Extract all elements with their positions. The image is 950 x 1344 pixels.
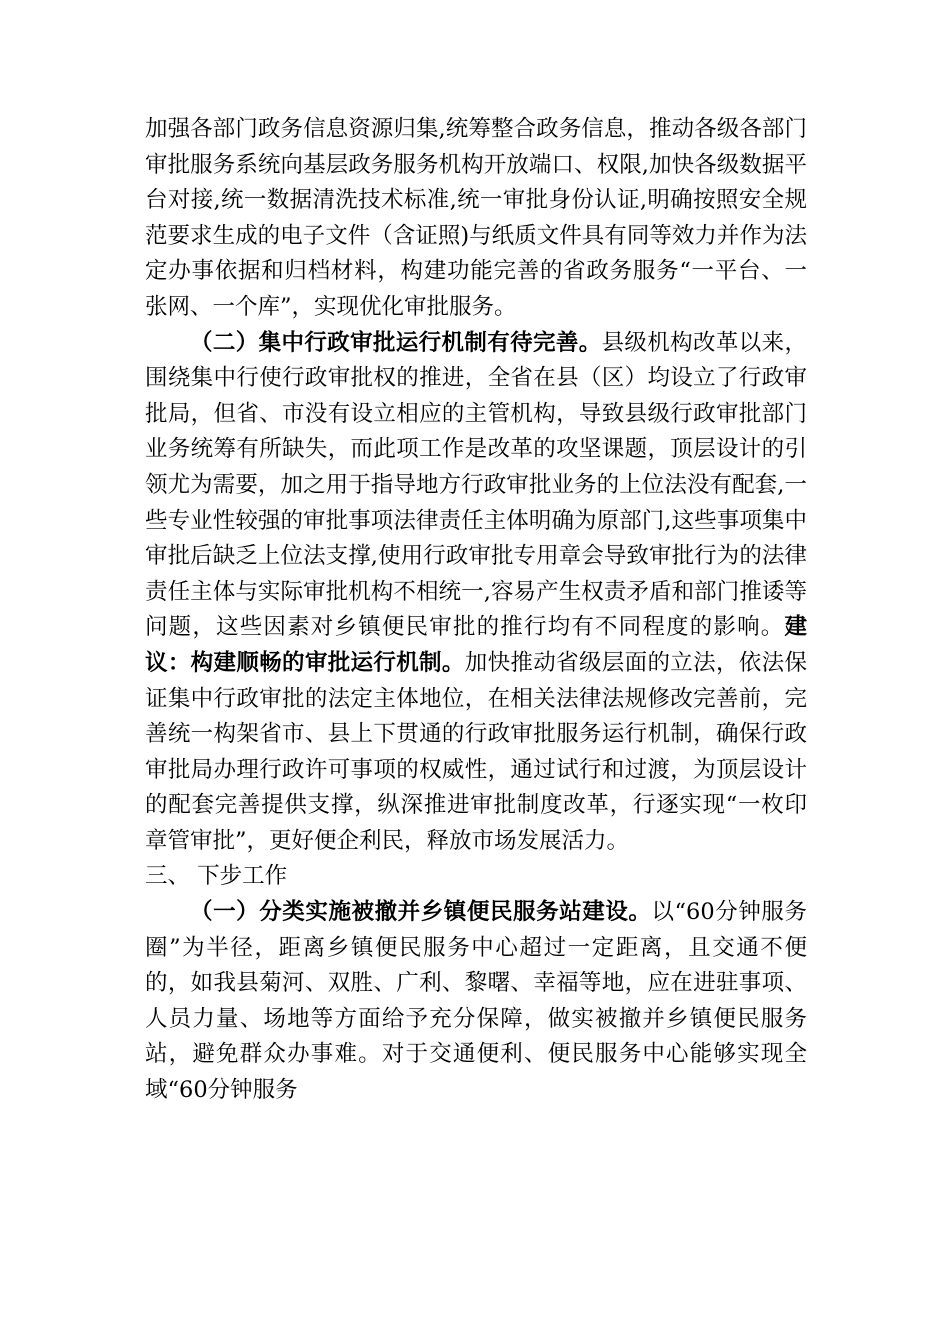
document-page bbox=[145, 112, 807, 1109]
suggestion-title: 建议：构建顺畅的审批运行机制。 bbox=[145, 614, 807, 676]
section-title: （一）分类实施被撤并乡镇便民服务站建设。 bbox=[190, 899, 652, 926]
section-title: （二）集中行政审批运行机制有待完善。 bbox=[190, 329, 602, 356]
paragraph-text: 以“60分钟服务圈”为半径，距离乡镇便民服务中心超过一定距离，且交通不便的，如我县菊河、双胜、广利、黎曙、幸福等地，应在进驻事项、人员力量、场地等方面给予充分保障，做实被撤并乡镇便民服务站，避免群众办事难。对于交通便利、便民服务中心能够实现全域“60分钟服务 bbox=[145, 899, 807, 1104]
heading-text: 三、 下步工作 bbox=[145, 863, 288, 890]
paragraph-text: 加快推动省级层面的立法，依法保证集中行政审批的法定主体地位，在相关法律法规修改完善前，完善统一构架省市、县上下贯通的行政审批服务运行机制，确保行政审批局办理行政许可事项的权威性，通过试行和过渡，为顶层设计的配套完善提供支撑，纵深推进审批制度改革，行逐实现“一枚印章管审批”，更好便企利民，释放市场发展活力。 bbox=[145, 649, 807, 854]
paragraph-text: 县级机构改革以来，围绕集中行使行政审批权的推进，全省在县（区）均设立了行政审批局，但省、市没有设立相应的主管机构，导致县级行政审批部门业务统筹有所缺失，而此项工作是改革的攻坚课题，顶层设计的引领尤为需要，加之用于指导地方行政审批业务的上位法没有配套,一些专业性较强的审批事项法律责任主体明确为原部门,这些事项集中审批后缺乏上位法支撑,使用行政审批专用章会导致审批行为的法律责任主体与实际审批机构不相统一,容易产生权责矛盾和部门推诿等问题，这些因素对乡镇便民审批的推行均有不同程度的影响。 bbox=[145, 329, 807, 641]
paragraph-data-integration bbox=[145, 112, 807, 326]
paragraph-text: 加强各部门政务信息资源归集,统筹整合政务信息，推动各级各部门审批服务系统向基层政务服务机构开放端口、权限,加快各级数据平台对接,统一数据清洗技术标准,统一审批身份认证,明确按照安全规范要求生成的电子文件（含证照)与纸质文件具有同等效力并作为法定办事依据和归档材料，构建功能完善的省政务服务“一平台、一张网、一个库”，实现优化审批服务。 bbox=[145, 116, 807, 320]
section-heading-next-steps bbox=[145, 859, 807, 895]
paragraph-service-stations bbox=[145, 895, 807, 1109]
paragraph-approval-mechanism bbox=[145, 326, 807, 860]
